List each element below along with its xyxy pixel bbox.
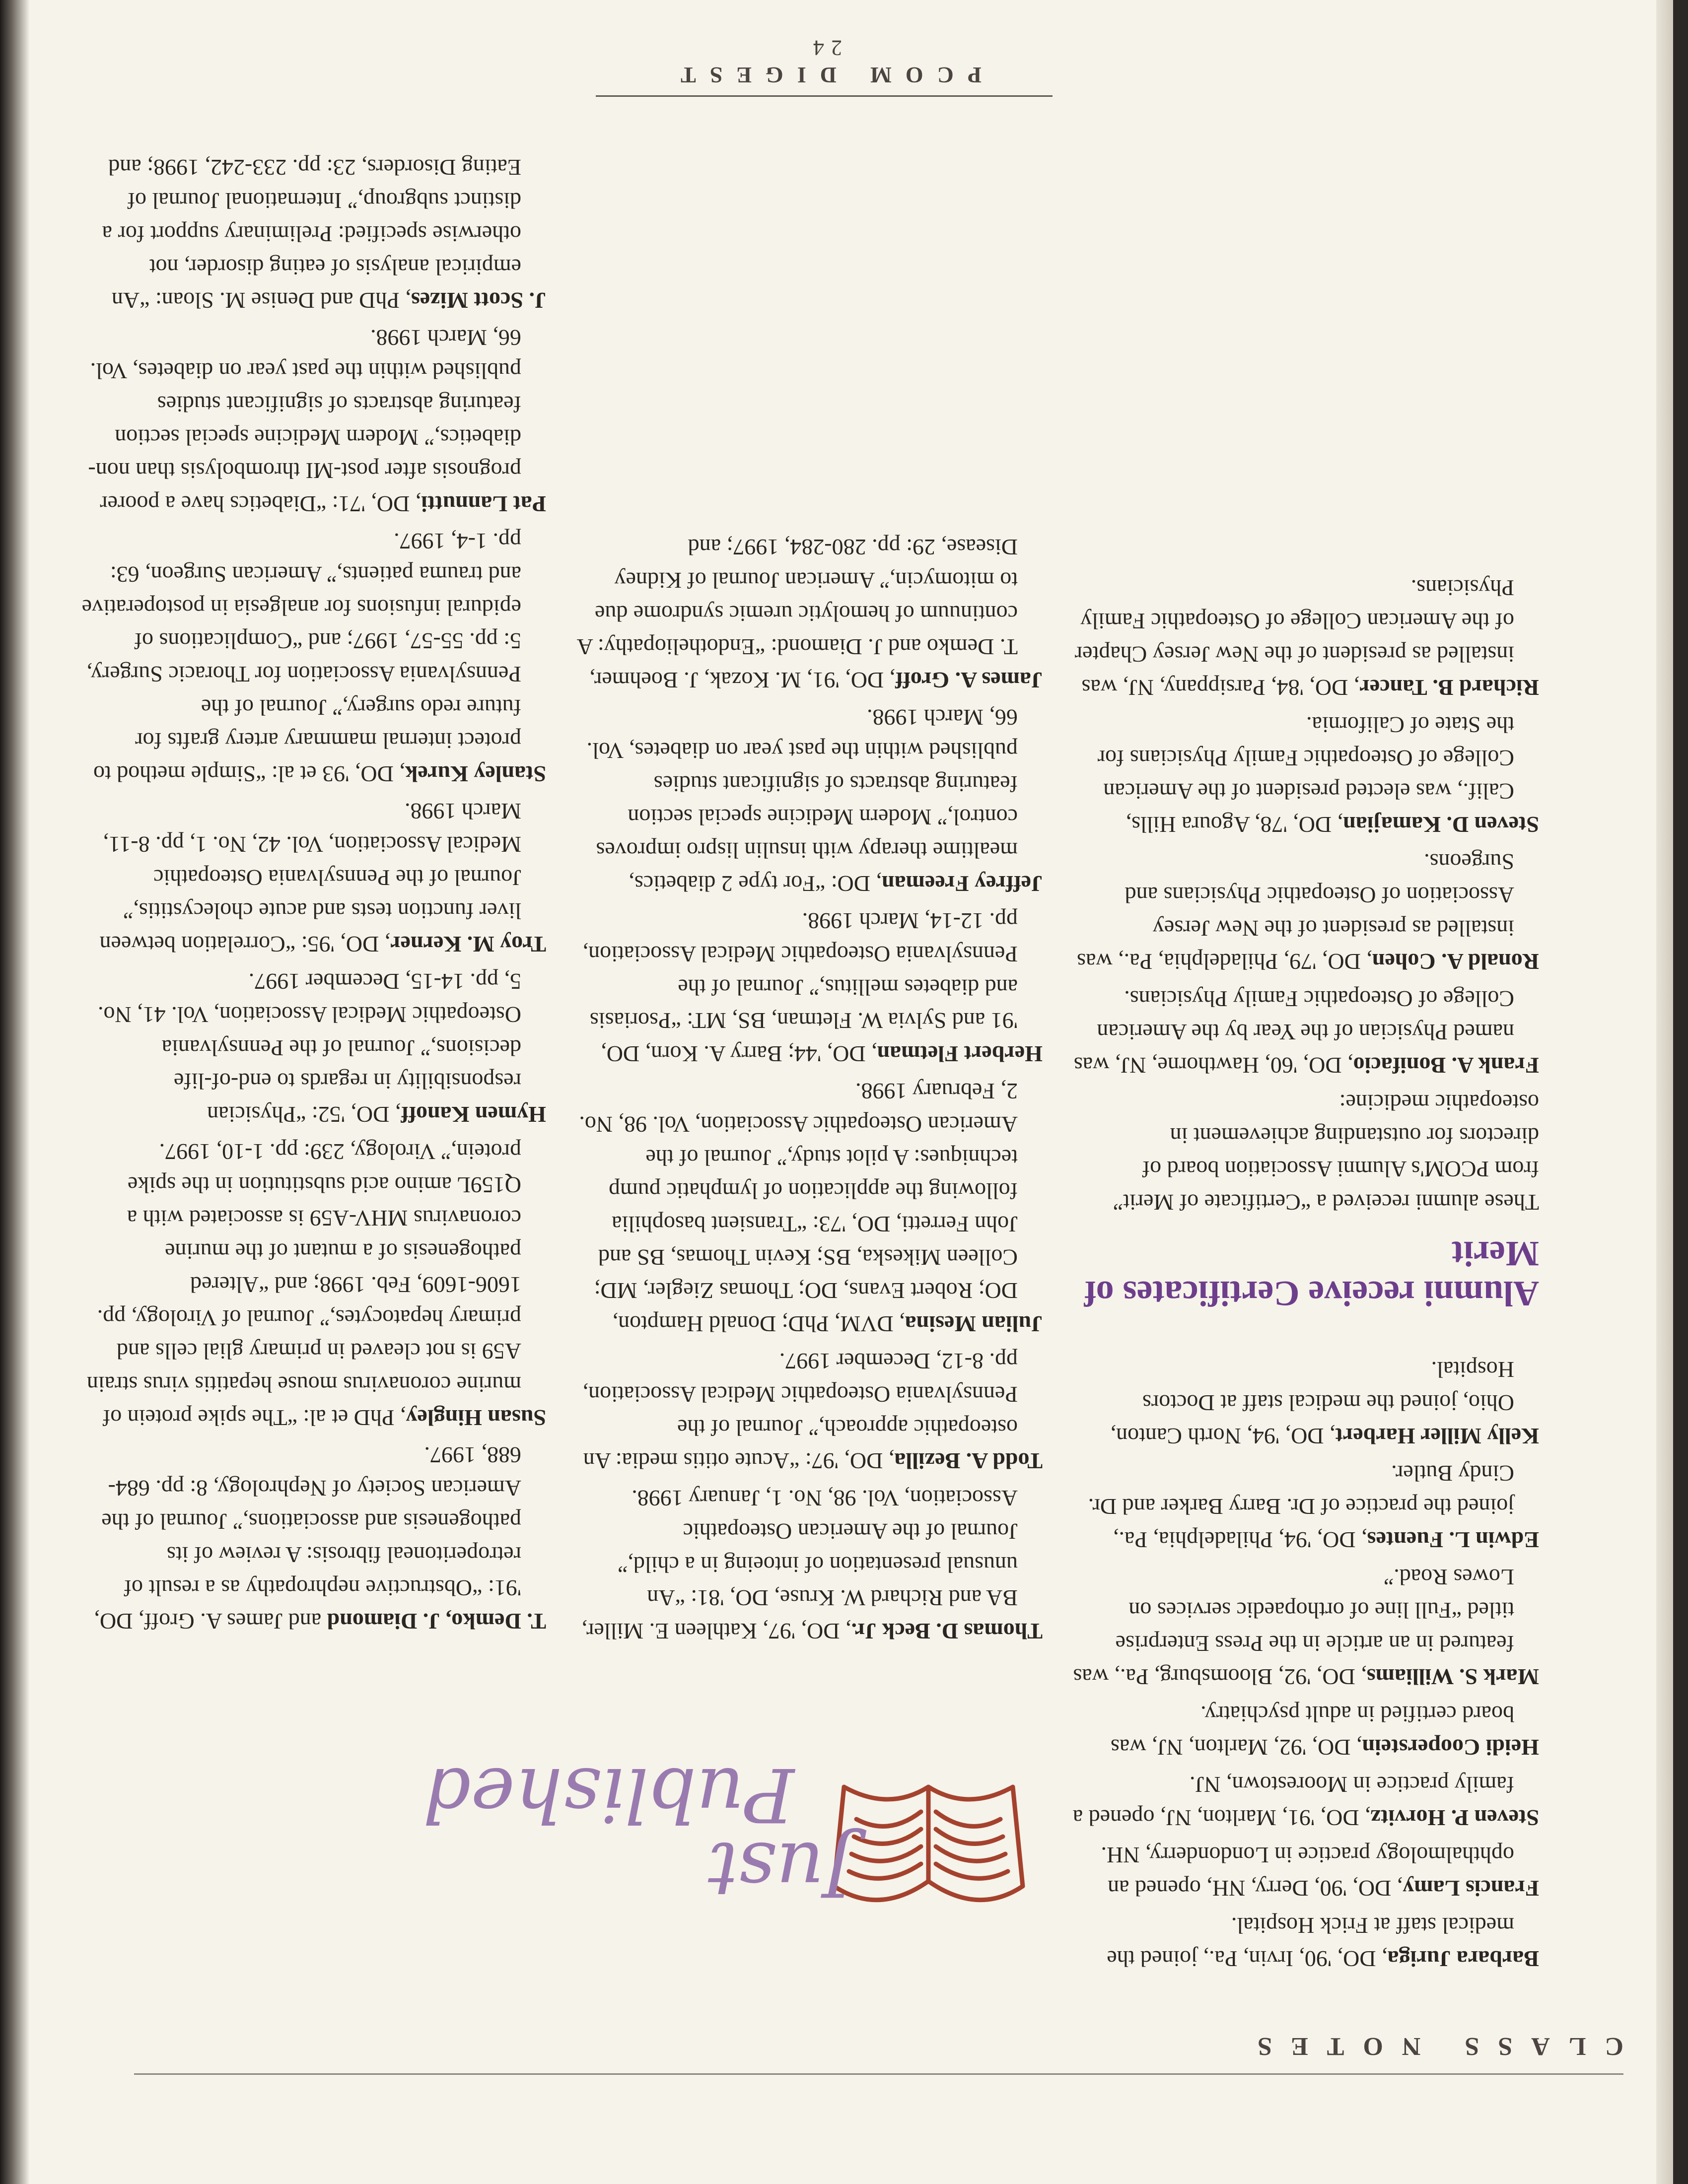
entry-text: , PhD et al: “The spike protein of murine coronavirus mouse hepatitis virus strain A59 is not cleaved in primary glial cells and primary hepatocytes,” Journal of Virology, pp. 1606-1609, Feb. 1998; and “Altered pathogenesis of a mutant of the murine coronavirus MHV-A59 is associated with a Q159L amino acid substitution in the spike protein,” Virology, 239: pp. 1-10, 1997. [86,1139,521,1431]
person-name: Hymen Kanoff [401,1102,546,1127]
entry-text: , DO, '84, Parsippany, NJ, was installed as president of the New Jersey Chapter of the American College of Osteopathic Family Physicians. [1074,575,1514,700]
person-name: Steven P. Horvitz [1370,1805,1539,1831]
note-entry [79,321,546,521]
page-number: 24 [806,36,842,60]
entry-text: , DO, '90, Irvin, Pa., joined the medical staff at Frick Hospital. [1107,1913,1514,1972]
entry-text: , DO, '44; Barry A. Korn, DO, '91 and Sylvia W. Fletman, BS, MT: “Psoriasis and diabetes mellitus,” Journal of the Pennsylvania Osteopathic Medical Association, pp. 12-14, March 1998. [582,908,1018,1067]
person-name: Julian Mesina [905,1311,1043,1337]
note-entry [1072,1698,1539,1764]
note-entry [1072,1768,1539,1835]
note-entry [576,1482,1043,1648]
entry-text: , DO, '94, North Canton, Ohio, joined the medical staff at Doctors Hospital. [1110,1357,1514,1449]
entry-text: , DO, '78, Agoura Hills, Calif., was elected president of the American College of Osteopathic Family Physicians for the State of California. [1097,712,1514,837]
entry-text: , PhD and Denise M. Sloan: “An empirical analysis of eating disorder, not otherwise specified: Preliminary support for a distinct subgroup,” International Journal of Eating Disorders, 23: pp. 233-242, 1998; and [102,155,521,313]
person-name: Thomas D. Beck Jr. [851,1619,1043,1644]
note-entry [79,1438,546,1638]
note-entry [79,525,546,791]
person-name: Mark S. Williams [1366,1664,1539,1690]
entry-text: , DVM, PhD; Donald Hampton, DO; Robert Evans, DO; Thomas Ziegler, MD; Colleen Mikeska, BS; Kevin Thomas, BS and John Ferretti, DO, '73: “Transient basophilia following the application of lymphatic pump techniques: A pilot study,” Journal of the American Osteopathic Association, Vol. 98, No. 2, February 1998. [579,1079,1018,1337]
note-entry [1072,1457,1539,1557]
note-entry [1072,1839,1539,1905]
person-name: Francis Lamy [1403,1876,1539,1901]
alumni-list [1072,571,1539,1082]
person-name: Kelly Miller Harbert [1335,1424,1539,1449]
column-class-notes [1072,567,1539,1976]
jp-line-2: Published [423,1751,794,1838]
note-entry [576,701,1043,900]
person-name: Troy M. Kerner [390,932,546,957]
entry-text: , DO, '95: “Correlation between liver function tests and acute cholecystitis,” Journal of the Pennsylvania Osteopathic Medical Association, Vol. 42, No. 1, pp. 8-11, March 1998. [99,799,521,957]
person-name: Ronald A. Cohen [1372,949,1539,974]
jp-line-1: Just [708,1826,854,1912]
person-name: Steven D. Kamajian [1343,812,1539,837]
alumni-title: Alumni receive Certificates of Merit [1084,1234,1539,1313]
note-entry [576,1345,1043,1478]
footer-rule [596,95,1053,97]
note-entry [1072,1909,1539,1976]
note-entry [576,904,1043,1071]
note-entry [576,531,1043,697]
entry-text: , DO, '93 et al: “Simple method to protect internal mammary artery grafts for future redo surgery,” Journal of the Pennsylvania Association for Thoracic Surgery, 5: pp. 55-57, 1997; and “Complications of epidural infusions for analgesia in postoperative and trauma patients,” American Surgeon, 63: pp. 1-4, 1997. [81,529,521,787]
person-name: Edwin L. Fuentes [1367,1527,1539,1553]
note-entry [1072,571,1539,704]
person-name: Todd A. Bezilla [894,1448,1043,1474]
header-rule [134,2073,1623,2075]
person-name: Heidi Cooperstein [1362,1735,1539,1760]
person-name: Frank A. Bonifacio [1353,1053,1539,1078]
just-published-title [423,1751,854,1912]
entry-text: , DO: “For type 2 diabetics, mealtime therapy with insulin lispro improves control,” Modern Medicine special section featuring abstracts of significant studies published within the past year on diabetes, Vol. 66, March 1998. [586,705,1018,896]
just-published-heading [423,1648,1043,1976]
note-entry [1072,1561,1539,1694]
person-name: Stanley Kurek [405,761,546,787]
entry-text: , DO, '97: “Acute otitis media: An osteopathic approach,” Journal of the Pennsylvania Osteopathic Medical Association, pp. 8-12, December 1997. [582,1349,1018,1474]
note-entry [576,1075,1043,1341]
person-name: James A. Groff [895,668,1043,693]
entry-text: , DO, '60, Hawthorne, NJ, was named Physician of the Year by the American College of Osteopathic Family Physicians. [1073,986,1514,1078]
entry-text: , DO, '79, Philadelphia, Pa., was installed as president of the New Jersey Association of Osteopathic Physicians and Surgeons. [1077,849,1514,974]
section-header: CLASS NOTES [1239,2032,1623,2060]
person-name: T. Demko, J. Diamond [327,1609,546,1634]
note-entry [1072,982,1539,1082]
entry-text: , DO, '92, Marlton, NJ, was board certified in adult psychiatry. [1110,1702,1514,1760]
person-name: Pat Lannutti [421,491,546,517]
column-publications-2 [79,147,546,1638]
class-notes-list [1072,1353,1539,1976]
person-name: Susan Hingley [406,1405,546,1431]
entry-text: , DO, '91, Marlton, NJ, opened a family practice in Moorestown, NJ. [1072,1772,1514,1831]
entry-text: , DO, '52: “Physician responsibility in regards to end-of-life decisions,” Journal of the Pennsylvania Osteopathic Medical Association, Vol. 41, No. 5, pp. 14-15, December 1997. [97,969,521,1127]
alumni-intro: These alumni received a “Certificate of Merit” from PCOM's Alumni Association board of directors for outstanding achievement in osteopathic medicine: [1113,1090,1539,1215]
note-entry [1072,845,1539,978]
person-name: Barbara Juriga [1387,1946,1539,1972]
person-name: Richard B. Tancer [1359,675,1539,700]
publication-name: PCOM DIGEST [667,63,982,88]
note-entry [79,151,546,317]
entry-text: , DO, '92, Bloomsburg, Pa., was featured in an article in the Press Enterprise titled “Full line of orthopaedic services on Lowes Road.” [1073,1565,1514,1690]
entry-text: and James A. Groff, DO, '91: “Obstructive nephropathy as a result of retroperitoneal fibrosis: A review of its pathogenesis and associations,” Journal of the American Society of Nephrology, 8: pp. 684-688, 1997. [94,1442,521,1634]
entry-text: , DO, '90, Derry, NH, opened an ophthalmology practice in Londonderry, NH. [1101,1843,1514,1901]
note-entry [1072,1353,1539,1453]
publications-list-2 [79,151,546,1638]
person-name: J. Scott Mizes [411,288,546,313]
publications-list-1 [576,531,1043,1648]
entry-text: , DO, '94, Philadelphia, Pa., joined the practice of Dr. Barry Barker and Dr. Cindy Butler. [1088,1461,1514,1553]
entry-text: , DO, '71: “Diabetics have a poorer prognosis after post-MI thrombolysis than non-diabetics,” Modern Medicine special section featuring abstracts of significant studies published within the past year on diabetes, Vol. 66, March 1998. [88,325,521,517]
person-name: Herbert Fletman [877,1041,1043,1067]
entry-text: , DO, '97, Kathleen E. Miller, BA and Richard W. Kruse, DO, '81: “An unusual presentation of intoeing in a child,” Journal of the American Osteopathic Association, Vol. 98, No. 1, January 1998. [581,1486,1018,1644]
note-entry [1072,708,1539,841]
note-entry [79,795,546,961]
note-entry [79,1135,546,1434]
entry-text: , DO, '91, M. Kozak, J. Boehmer, T. Demko and J. Diamond: “Endotheliopathy: A continuum of hemolytic uremic syndrome due to mitomycin,” American Journal of Kidney Disease, 29: pp. 280-284, 1997; and [578,535,1018,693]
person-name: Jeffrey Freeman [882,871,1043,896]
note-entry [79,965,546,1131]
